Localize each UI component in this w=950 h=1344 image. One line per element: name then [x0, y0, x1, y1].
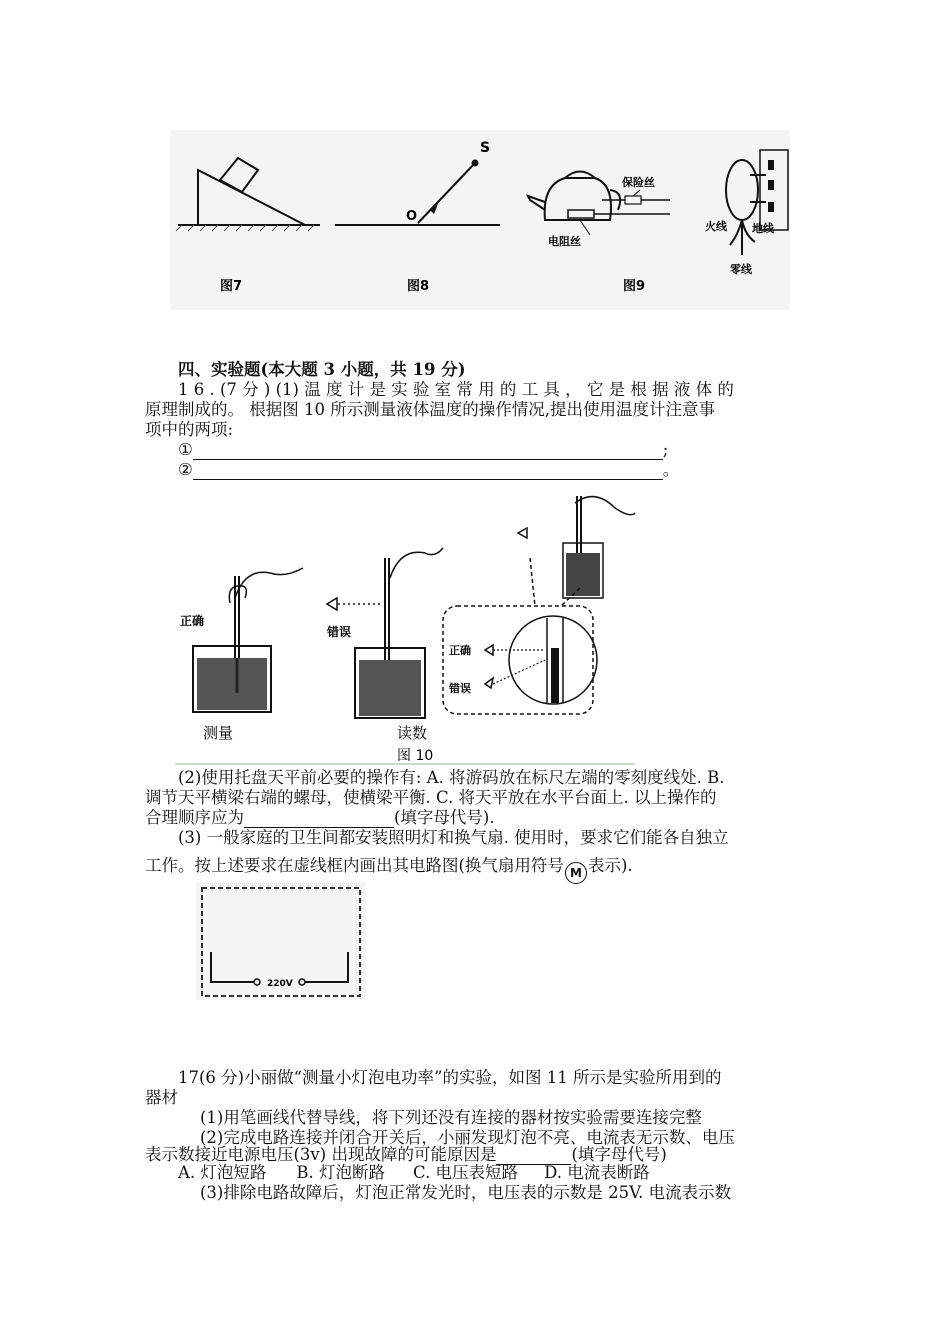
q16-p3-line1: (3) 一般家庭的卫生间都安装照明灯和换气扇. 使用时，要求它们能各自独立	[178, 828, 729, 847]
q16-order-blank[interactable]	[244, 811, 394, 828]
fig10-thermometer	[175, 488, 645, 766]
fig10-correct-label: 正确	[180, 614, 205, 628]
plug-live-label: 火线	[705, 220, 727, 233]
fig9-resistor-label: 电阻丝	[548, 235, 581, 248]
q16-blank1-end: ;	[662, 440, 669, 459]
fig8-caption: 图8	[407, 279, 430, 294]
fig10-zoom-wrong-label: 错误	[449, 682, 471, 695]
fig9-caption: 图9	[623, 279, 646, 294]
fig10-measure-label: 测量	[203, 724, 234, 742]
fig10-zoom-group	[443, 496, 635, 714]
q17-line2: 器材	[145, 1088, 178, 1107]
q16-blank2[interactable]	[193, 463, 663, 480]
fig10-wrong-label: 错误	[327, 625, 352, 639]
fig8-s-label: S	[480, 140, 491, 156]
q17-option-d: D. 电流表断路	[544, 1163, 650, 1182]
q16-p3-line2-a: 工作。按上述要求在虚线框内画出其电路图(换气扇用符号	[145, 856, 564, 875]
q16-p2-line3-a: 合理顺序应为	[145, 808, 244, 827]
q16-blank1-row	[178, 440, 668, 460]
q16-blank1-mark: ①	[178, 440, 193, 459]
fig10-caption: 图 10	[397, 748, 434, 764]
q17-p1: (1)用笔画线代替导线，将下列还没有连接的器材按实验需要连接完整	[200, 1108, 702, 1127]
q16-line1: 1 6 . (7 分 ) (1) 温 度 计 是 实 验 室 常 用 的 工 具 ， 它 是 根 据 液 体 的	[178, 380, 734, 399]
fig10-read-label: 读数	[397, 724, 428, 742]
plug-earth-label: 地线	[752, 222, 774, 235]
motor-symbol-icon: M	[565, 862, 587, 884]
box-voltage-label: 220V	[267, 979, 293, 989]
q16-p2-line2: 调节天平横梁右端的螺母，使横梁平衡. C. 将天平放在水平台面上. 以上操作的	[145, 788, 717, 807]
q16-line2: 原理制成的。 根据图 10 所示测量液体温度的操作情况,提出使用温度计注意事	[145, 400, 715, 419]
q17-options	[178, 1163, 650, 1183]
fig7-caption: 图7	[220, 279, 243, 294]
q17-option-c: C. 电压表短路	[413, 1163, 519, 1182]
q17-line1: 17(6 分)小丽做“测量小灯泡电功率”的实验，如图 11 所示是实验所用到的	[178, 1068, 722, 1087]
section-title: 四、实验题(本大题 3 小题，共 19 分)	[178, 360, 466, 379]
fig10-measure-group	[180, 568, 303, 742]
fig10-read-group	[326, 548, 443, 742]
q17-p2-line2	[145, 1145, 667, 1165]
q17-p2-line1: (2)完成电路连接并闭合开关后，小丽发现灯泡不亮、电流表无示数、电压	[200, 1128, 735, 1147]
q16-blank2-end: 。	[662, 460, 680, 479]
q17-p2-line2-b: (填字母代号)	[571, 1145, 667, 1164]
plug-neutral-label: 零线	[730, 263, 752, 276]
q17-p3: (3)排除电路故障后，灯泡正常发光时，电压表的示数是 25V. 电流表示数	[200, 1183, 732, 1202]
q16-line3: 项中的两项:	[145, 420, 234, 439]
q16-p2-line1: (2)使用托盘天平前必要的操作有: A. 将游码放在标尺左端的零刻度线处. B.	[178, 768, 725, 787]
q17-p2-line2-a: 表示数接近电源电压(3v) 出现故障的可能原因是	[145, 1145, 497, 1164]
fig8-o-label: O	[406, 209, 418, 224]
q16-p2-line3	[145, 808, 495, 828]
q16-blank2-mark: ②	[178, 460, 193, 479]
q16-blank2-row	[178, 460, 679, 480]
circuit-drawing-box[interactable]	[196, 882, 366, 1000]
q17-option-a: A. 灯泡短路	[178, 1163, 267, 1182]
q17-option-b: B. 灯泡断路	[296, 1163, 386, 1182]
fig9-fuse-label: 保险丝	[622, 176, 655, 189]
fig10-zoom-correct-label: 正确	[449, 644, 471, 657]
q16-blank1[interactable]	[193, 443, 663, 460]
q16-p2-line3-b: (填字母代号).	[394, 808, 495, 827]
q16-p3-line2	[145, 856, 633, 884]
top-figures	[170, 130, 790, 310]
q16-p3-line2-b: 表示).	[587, 856, 633, 875]
